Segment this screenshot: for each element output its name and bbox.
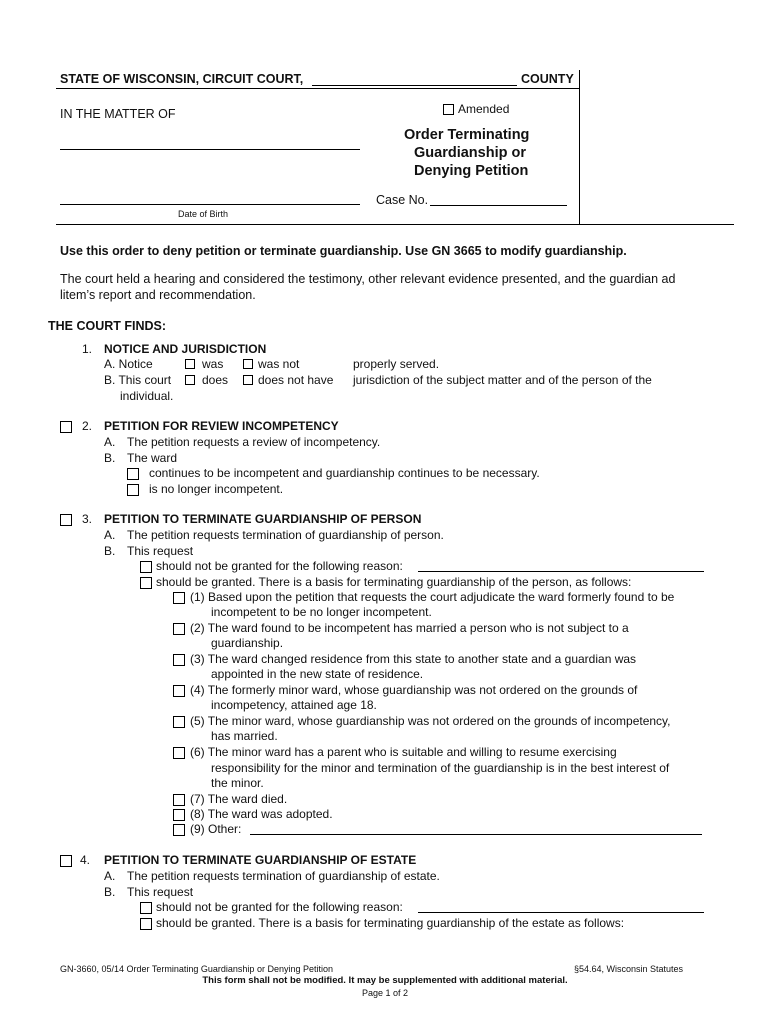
s3-reason-7-text: (7) The ward died.	[190, 792, 288, 806]
amended-label: Amended	[458, 102, 510, 116]
s3-reason-9-checkbox[interactable]	[173, 824, 185, 836]
s1-a-label: A. Notice	[104, 357, 153, 371]
s2-b-letter: B.	[104, 451, 116, 465]
s3-granted-checkbox[interactable]	[140, 577, 152, 589]
s2-number: 2.	[82, 419, 93, 433]
s4-a-text: The petition requests termination of guardianship of estate.	[127, 869, 440, 883]
s3-a-letter: A.	[104, 528, 116, 542]
s4-granted-text: should be granted. There is a basis for terminating guardianship of the estate as follows:	[156, 916, 625, 930]
s3-reason-6-line-3: the minor.	[211, 776, 264, 790]
s4-b-letter: B.	[104, 885, 116, 899]
s1-b-label: B. This court	[104, 373, 172, 387]
s3-not-granted-checkbox[interactable]	[140, 561, 152, 573]
dob-line[interactable]	[60, 204, 360, 205]
s3-reason-3-checkbox[interactable]	[173, 654, 185, 666]
s2-a-text: The petition requests a review of incompetency.	[127, 435, 381, 449]
s2-a-letter: A.	[104, 435, 116, 449]
intro-line-2: litem’s report and recommendation.	[60, 288, 256, 302]
s1-a-text: properly served.	[353, 357, 440, 371]
s3-reason-9-text: (9) Other:	[190, 822, 242, 836]
notice-was-not-checkbox[interactable]	[243, 359, 253, 369]
court-finds-heading: THE COURT FINDS:	[48, 319, 167, 333]
s4-reason-line[interactable]	[418, 912, 704, 913]
header-rule	[56, 88, 579, 89]
s3-reason-5-line-2: has married.	[211, 729, 278, 743]
s3-title: PETITION TO TERMINATE GUARDIANSHIP OF PERSON	[104, 512, 422, 526]
s3-reason-8-checkbox[interactable]	[173, 809, 185, 821]
notice-was-checkbox[interactable]	[185, 359, 195, 369]
s4-granted-checkbox[interactable]	[140, 918, 152, 930]
footer-notice: This form shall not be modified. It may be supplemented with additional material.	[202, 975, 568, 986]
dob-label: Date of Birth	[178, 209, 229, 219]
matter-label: IN THE MATTER OF	[60, 107, 176, 121]
s3-reason-1-line-2: incompetent to be no longer incompetent.	[211, 605, 432, 619]
s3-reason-line[interactable]	[418, 571, 704, 572]
s3-reason-8-text: (8) The ward was adopted.	[190, 807, 333, 821]
s3-reason-6-checkbox[interactable]	[173, 747, 185, 759]
s1-number: 1.	[82, 342, 93, 356]
notice-was-not-label: was not	[258, 357, 300, 371]
court-does-not-checkbox[interactable]	[243, 375, 253, 385]
amended-checkbox[interactable]	[443, 104, 454, 115]
s3-reason-1-line-1: (1) Based upon the petition that requests the court adjudicate the ward formerly found to be	[190, 590, 675, 604]
s2-checkbox[interactable]	[60, 421, 72, 433]
s2-no-longer-text: is no longer incompetent.	[149, 482, 284, 496]
s3-reason-4-line-1: (4) The formerly minor ward, whose guardianship was not ordered on the grounds of	[190, 683, 638, 697]
s3-a-text: The petition requests termination of guardianship of person.	[127, 528, 444, 542]
s3-reason-3-line-1: (3) The ward changed residence from this state to another state and a guardian was	[190, 652, 637, 666]
s4-a-letter: A.	[104, 869, 116, 883]
s3-other-line[interactable]	[250, 834, 702, 835]
s4-checkbox[interactable]	[60, 855, 72, 867]
s3-not-granted-text: should not be granted for the following reason:	[156, 559, 403, 573]
s3-reason-2-line-2: guardianship.	[211, 636, 284, 650]
court-does-label: does	[202, 373, 229, 387]
case-no-line[interactable]	[430, 205, 567, 206]
s3-checkbox[interactable]	[60, 514, 72, 526]
s3-b-letter: B.	[104, 544, 116, 558]
s3-reason-4-line-2: incompetency, attained age 18.	[211, 698, 377, 712]
county-input-line[interactable]	[312, 85, 517, 86]
s2-no-longer-checkbox[interactable]	[127, 484, 139, 496]
footer-statute: §54.64, Wisconsin Statutes	[574, 964, 684, 974]
s1-title: NOTICE AND JURISDICTION	[104, 342, 267, 356]
intro-line-1: The court held a hearing and considered the testimony, other relevant evidence presented, and the guardian ad	[60, 272, 676, 286]
court-does-not-label: does not have	[258, 373, 334, 387]
instruction-note: Use this order to deny petition or terminate guardianship. Use GN 3665 to modify guardianship.	[60, 244, 627, 258]
s3-number: 3.	[82, 512, 93, 526]
s4-title: PETITION TO TERMINATE GUARDIANSHIP OF ESTATE	[104, 853, 417, 867]
title-line-2: Guardianship or	[414, 145, 526, 161]
title-line-3: Denying Petition	[414, 163, 529, 179]
s2-continues-checkbox[interactable]	[127, 468, 139, 480]
header-divider	[579, 70, 580, 224]
s3-reason-3-line-2: appointed in the new state of residence.	[211, 667, 424, 681]
header-bottom-rule	[56, 224, 734, 225]
notice-was-label: was	[202, 357, 224, 371]
s3-granted-text: should be granted. There is a basis for terminating guardianship of the person, as follows:	[156, 575, 632, 589]
s2-title: PETITION FOR REVIEW INCOMPETENCY	[104, 419, 339, 433]
matter-name-line[interactable]	[60, 149, 360, 150]
s3-reason-2-line-1: (2) The ward found to be incompetent has married a person who is not subject to a	[190, 621, 629, 635]
s2-continues-text: continues to be incompetent and guardianship continues to be necessary.	[149, 466, 540, 480]
s3-reason-5-checkbox[interactable]	[173, 716, 185, 728]
county-label: COUNTY	[521, 72, 574, 86]
s3-reason-5-line-1: (5) The minor ward, whose guardianship was not ordered on the grounds of incompetency,	[190, 714, 671, 728]
s3-reason-2-checkbox[interactable]	[173, 623, 185, 635]
s2-b-text: The ward	[127, 451, 178, 465]
s3-b-text: This request	[127, 544, 194, 558]
footer-page-number: Page 1 of 2	[361, 988, 409, 998]
title-line-1: Order Terminating	[404, 127, 530, 143]
s4-not-granted-text: should not be granted for the following reason:	[156, 900, 403, 914]
footer-form-id: GN-3660, 05/14 Order Terminating Guardianship or Denying Petition	[60, 964, 333, 974]
s1-b-text-2: individual.	[120, 389, 174, 403]
case-no-label: Case No.	[376, 193, 429, 207]
court-label: STATE OF WISCONSIN, CIRCUIT COURT,	[60, 72, 304, 86]
s3-reason-1-checkbox[interactable]	[173, 592, 185, 604]
s3-reason-6-line-1: (6) The minor ward has a parent who is suitable and willing to resume exercising	[190, 745, 617, 759]
s4-b-text: This request	[127, 885, 194, 899]
s3-reason-7-checkbox[interactable]	[173, 794, 185, 806]
s3-reason-4-checkbox[interactable]	[173, 685, 185, 697]
court-does-checkbox[interactable]	[185, 375, 195, 385]
s4-not-granted-checkbox[interactable]	[140, 902, 152, 914]
s3-reason-6-line-2: responsibility for the minor and termination of the guardianship is in the best interest of	[211, 761, 670, 775]
s1-b-text: jurisdiction of the subject matter and of the person of the	[353, 373, 652, 387]
s4-number: 4.	[80, 853, 91, 867]
